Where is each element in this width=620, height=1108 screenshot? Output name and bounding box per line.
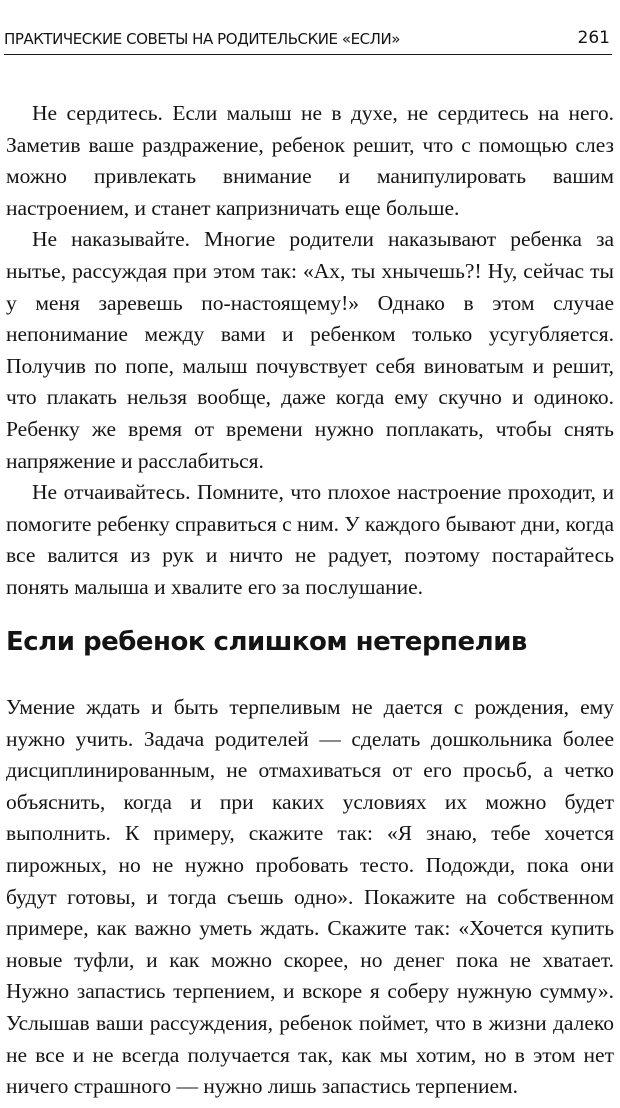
page-number: 261: [577, 28, 610, 48]
tips-section: [6, 98, 614, 604]
paragraph-dont-despair: Не отчаивайтесь. Помните, что плохое настроение проходит, и помогите ребенку справиться с ним. У каждого бывают дни, когда все валится из рук и ничто не радует, поэтому постарайтесь понять малыша и хвалите его за послушание.: [6, 480, 614, 599]
running-header: [4, 26, 612, 55]
impatience-section: [6, 692, 614, 1103]
running-title: ПРАКТИЧЕСКИЕ СОВЕТЫ НА РОДИТЕЛЬСКИЕ «ЕСЛИ»: [4, 30, 400, 48]
paragraph-dont-be-angry: Не сердитесь. Если малыш не в духе, не сердитесь на него. Заметив ваше раздражение, ребенок решит, что с помощью слез можно привлекать внимание и манипулировать вашим настроением, и станет капризничать еще больше.: [6, 101, 614, 220]
paragraph-patience: Умение ждать и быть терпеливым не дается с рождения, ему нужно учить. Задача родителей — сделать дошкольника более дисциплинированным, не отмахиваться от его просьб, а четко объяснить, когда и при каких условиях их можно будет выполнить. К примеру, скажите так: «Я знаю, тебе хочется пирожных, но не нужно пробовать тесто. Подожди, пока они будут готовы, и тогда съешь одно». Покажите на собственном примере, как важно уметь ждать. Скажите так: «Хочется купить новые туфли, и как можно скорее, но денег пока не хватает. Нужно запастись терпением, и вскоре я соберу нужную сумму». Услышав ваши рассуждения, ребенок поймет, что в жизни далеко не все и не всегда получается так, как мы хотим, но в этом нет ничего страшного — нужно лишь запастись терпением.: [6, 695, 614, 1099]
section-heading: Если ребенок слишком нетерпелив: [6, 627, 527, 657]
paragraph-dont-punish: Не наказывайте. Многие родители наказывают ребенка за нытье, рассуждая при этом так: «Ах, ты хнычешь?! Ну, сейчас ты у меня заревешь по-настоящему!» Однако в этом случае непонимание между вами и ребенком только усугубляется. Получив по попе, малыш почувствует себя виноватым и решит, что плакать нельзя вообще, даже когда ему скучно и одиноко. Ребенку же время от времени нужно поплакать, чтобы снять напряжение и расслабиться.: [6, 227, 614, 473]
